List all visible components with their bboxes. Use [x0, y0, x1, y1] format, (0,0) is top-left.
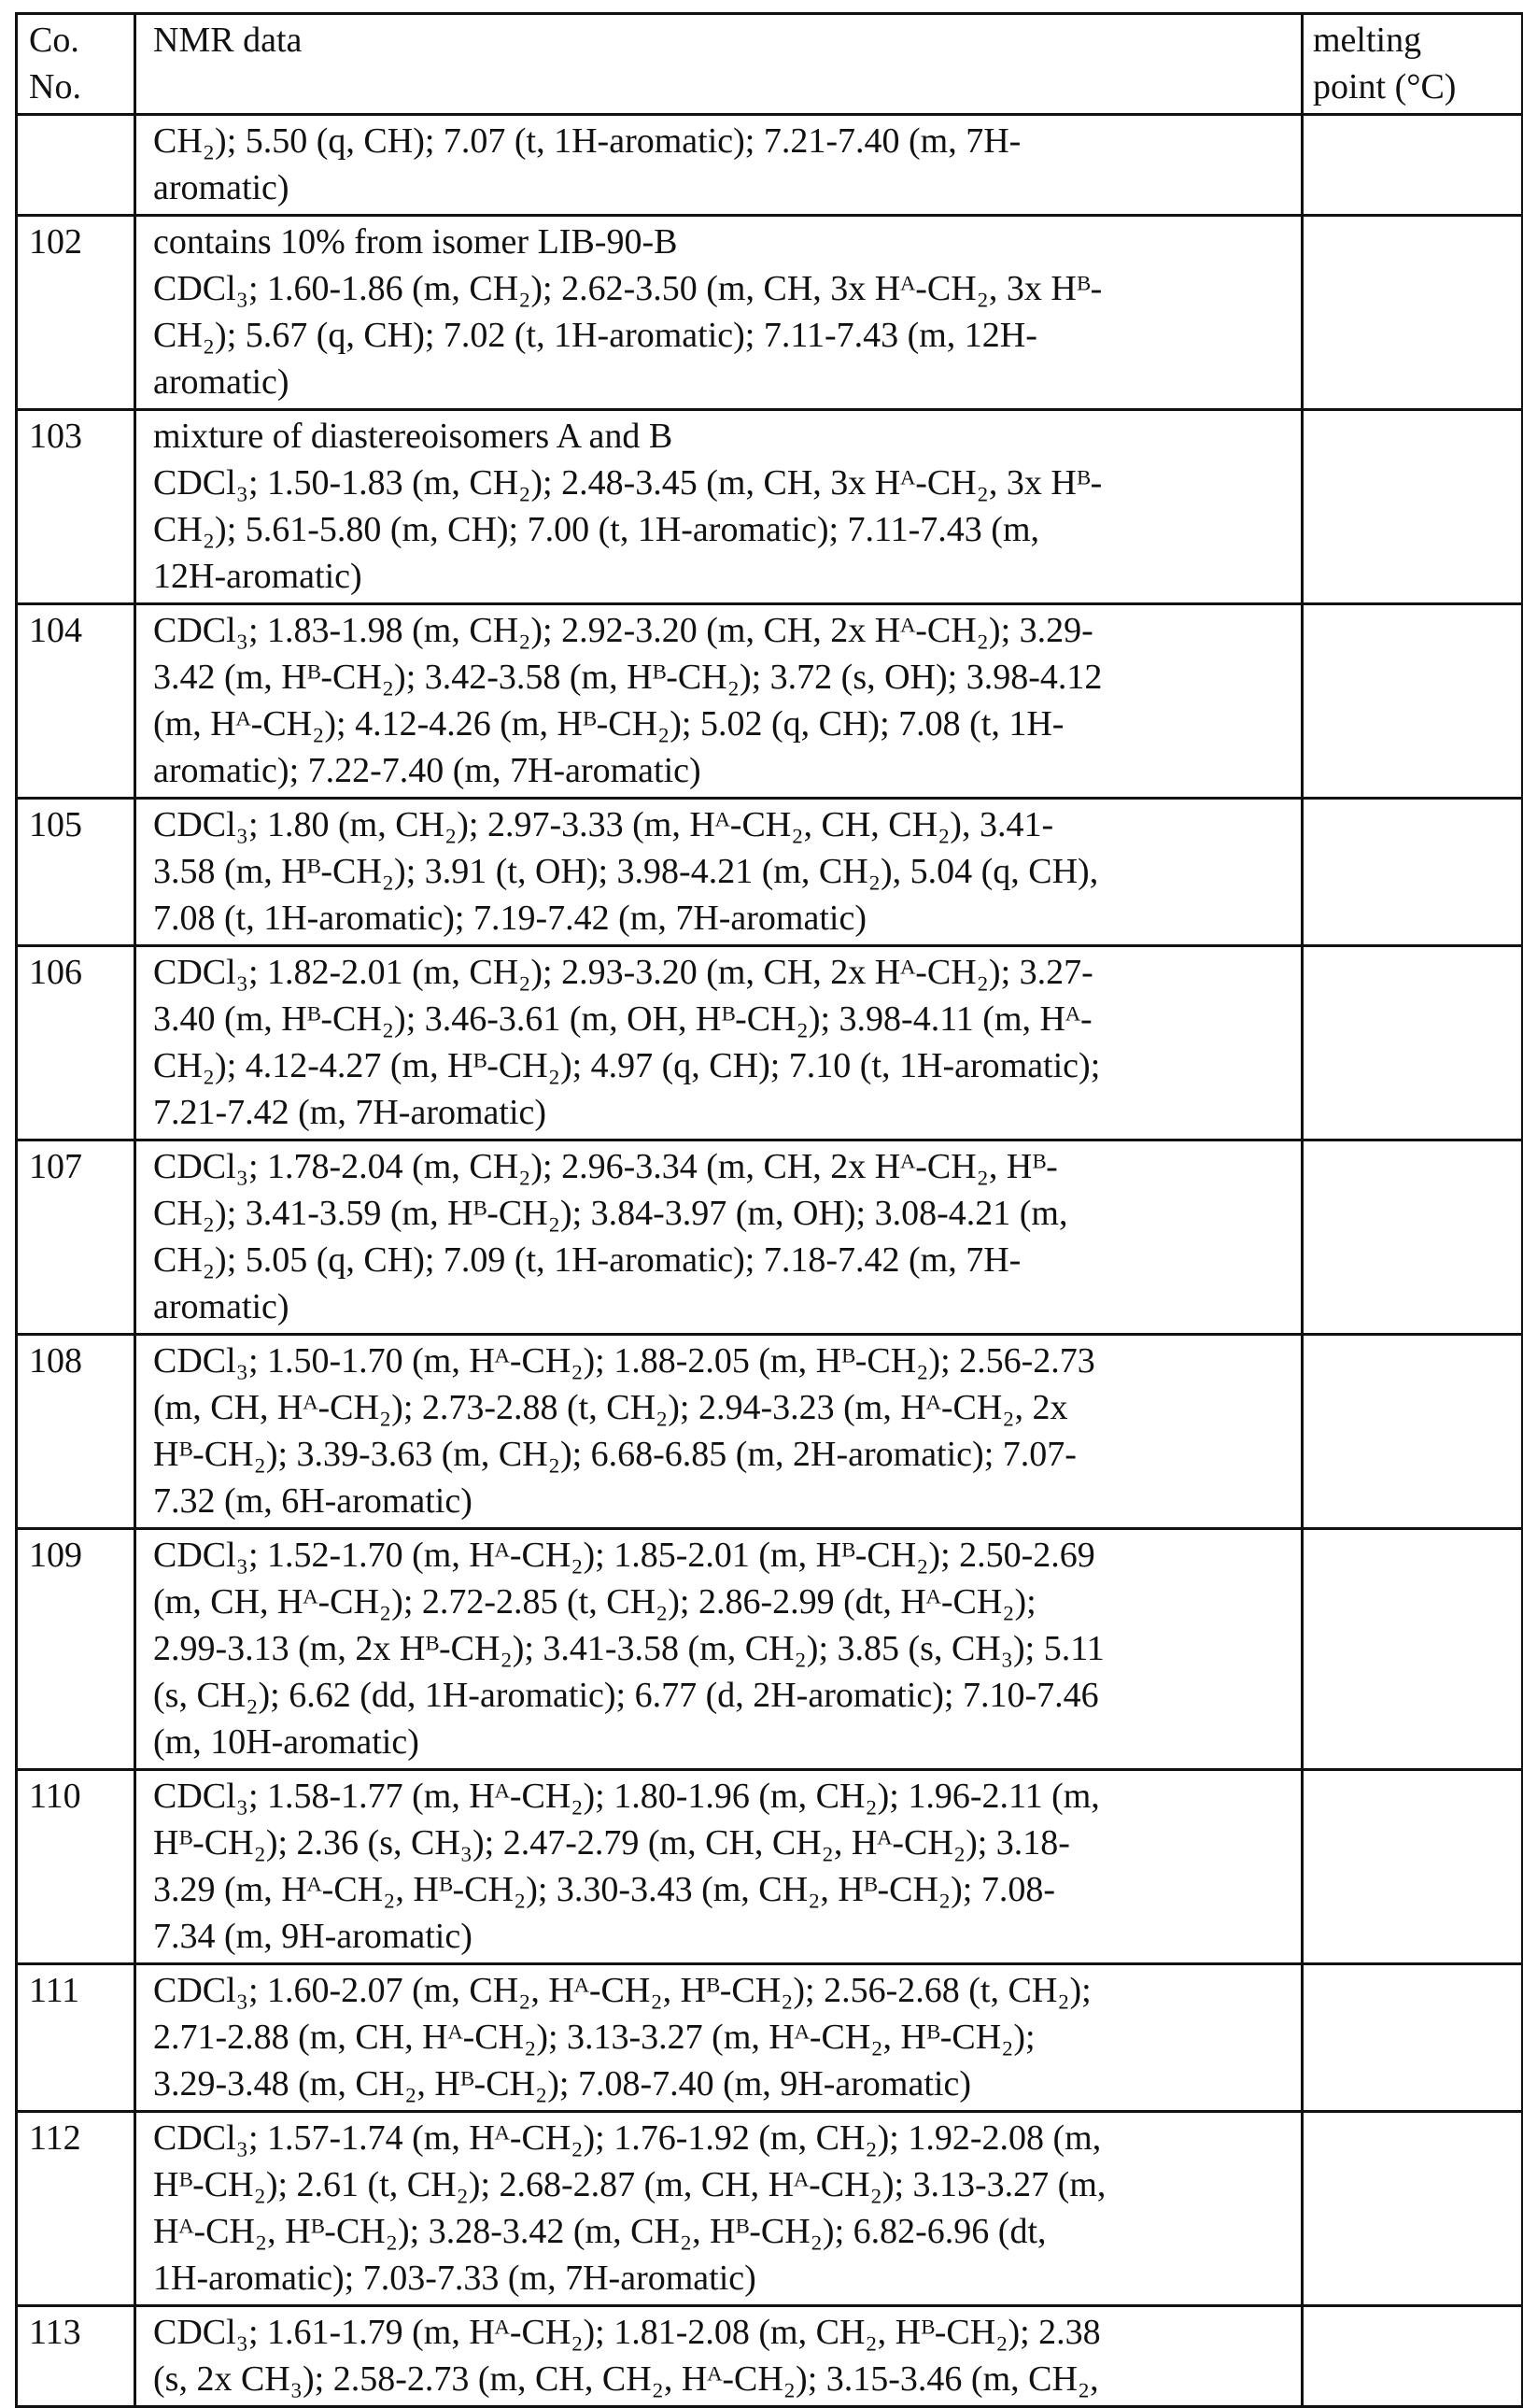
melting-point-cell — [1304, 1141, 1521, 1333]
compound-no-cell — [18, 2113, 136, 2304]
compound-no-cell — [18, 1530, 136, 1768]
nmr-data-cell-line: CDCl₃; 1.83-1.98 (m, CH₂); 2.92-3.20 (m, CH, 2x Hᴬ-CH₂); 3.29- — [153, 607, 1301, 654]
nmr-data-cell-line: aromatic) — [153, 359, 1301, 405]
table-row — [18, 2307, 1521, 2408]
nmr-data-cell-line: CDCl₃; 1.60-2.07 (m, CH₂, Hᴬ-CH₂, Hᴮ-CH₂); 2.56-2.68 (t, CH₂); — [153, 1967, 1301, 2014]
nmr-data-cell-line: 3.29-3.48 (m, CH₂, Hᴮ-CH₂); 7.08-7.40 (m, 9H-aromatic) — [153, 2061, 1301, 2107]
melting-point-cell — [1304, 1771, 1521, 1962]
table-row — [18, 605, 1521, 800]
nmr-data-cell-line: 3.29 (m, Hᴬ-CH₂, Hᴮ-CH₂); 3.30-3.43 (m, CH₂, Hᴮ-CH₂); 7.08- — [153, 1866, 1301, 1913]
melting-point-cell — [1304, 217, 1521, 408]
nmr-data-cell-line: Hᴬ-CH₂, Hᴮ-CH₂); 3.28-3.42 (m, CH₂, Hᴮ-CH₂); 6.82-6.96 (dt, — [153, 2208, 1301, 2255]
nmr-data-cell-line: aromatic); 7.22-7.40 (m, 7H-aromatic) — [153, 747, 1301, 794]
nmr-data-cell — [136, 217, 1304, 408]
nmr-data-cell — [136, 1965, 1304, 2110]
nmr-data-cell-line: CH₂); 5.05 (q, CH); 7.09 (t, 1H-aromatic); 7.18-7.42 (m, 7H- — [153, 1237, 1301, 1283]
melting-point-cell — [1304, 1336, 1521, 1527]
nmr-data-cell-line: CDCl₃; 1.61-1.79 (m, Hᴬ-CH₂); 1.81-2.08 (m, CH₂, Hᴮ-CH₂); 2.38 — [153, 2309, 1301, 2356]
nmr-data-cell-line: Hᴮ-CH₂); 3.39-3.63 (m, CH₂); 6.68-6.85 (m, 2H-aromatic); 7.07- — [153, 1431, 1301, 1478]
nmr-data-cell-line: CDCl₃; 1.60-1.86 (m, CH₂); 2.62-3.50 (m, CH, 3x Hᴬ-CH₂, 3x Hᴮ- — [153, 265, 1301, 312]
melting-point-cell — [1304, 2307, 1521, 2405]
melting-point-cell — [1304, 947, 1521, 1139]
nmr-data-cell — [136, 605, 1304, 797]
nmr-data-cell-line: CDCl₃; 1.58-1.77 (m, Hᴬ-CH₂); 1.80-1.96 (m, CH₂); 1.96-2.11 (m, — [153, 1773, 1301, 1820]
nmr-data-cell-line: CDCl₃; 1.57-1.74 (m, Hᴬ-CH₂); 1.76-1.92 (m, CH₂); 1.92-2.08 (m, — [153, 2115, 1301, 2161]
nmr-data-cell-line: Hᴮ-CH₂); 2.36 (s, CH₃); 2.47-2.79 (m, CH, CH₂, Hᴬ-CH₂); 3.18- — [153, 1820, 1301, 1866]
nmr-data-cell-line: 3.40 (m, Hᴮ-CH₂); 3.46-3.61 (m, OH, Hᴮ-CH₂); 3.98-4.11 (m, Hᴬ- — [153, 996, 1301, 1042]
compound-no-cell-line: 113 — [29, 2309, 134, 2356]
header-nmr-data — [136, 15, 1304, 113]
nmr-data-cell-line: 7.21-7.42 (m, 7H-aromatic) — [153, 1089, 1301, 1136]
compound-no-cell — [18, 2307, 136, 2405]
nmr-data-cell-line: CDCl₃; 1.82-2.01 (m, CH₂); 2.93-3.20 (m, CH, 2x Hᴬ-CH₂); 3.27- — [153, 949, 1301, 996]
table-row — [18, 800, 1521, 947]
nmr-data-cell-line: contains 10% from isomer LIB-90-B — [153, 219, 1301, 265]
header-melting-point-line: point (°C) — [1313, 64, 1521, 110]
nmr-data-cell-line: aromatic) — [153, 1283, 1301, 1330]
nmr-data-cell-line: (s, 2x CH₃); 2.58-2.73 (m, CH, CH₂, Hᴬ-CH₂); 3.15-3.46 (m, CH₂, — [153, 2356, 1301, 2402]
melting-point-cell — [1304, 605, 1521, 797]
compound-no-cell — [18, 1141, 136, 1333]
nmr-data-cell-line: (m, 10H-aromatic) — [153, 1719, 1301, 1765]
compound-no-cell — [18, 1771, 136, 1962]
nmr-data-table — [15, 12, 1523, 2408]
compound-no-cell — [18, 605, 136, 797]
nmr-data-cell-line: 7.32 (m, 6H-aromatic) — [153, 1478, 1301, 1524]
table-row — [18, 411, 1521, 605]
compound-no-cell — [18, 800, 136, 944]
nmr-data-cell — [136, 1336, 1304, 1527]
nmr-data-cell-line: 2.71-2.88 (m, CH, Hᴬ-CH₂); 3.13-3.27 (m, Hᴬ-CH₂, Hᴮ-CH₂); — [153, 2014, 1301, 2061]
nmr-data-cell-line: CH₂); 4.12-4.27 (m, Hᴮ-CH₂); 4.97 (q, CH); 7.10 (t, 1H-aromatic); — [153, 1042, 1301, 1089]
compound-no-cell-line: 108 — [29, 1338, 134, 1384]
compound-no-cell-line: 102 — [29, 219, 134, 265]
compound-no-cell — [18, 947, 136, 1139]
melting-point-cell — [1304, 2113, 1521, 2304]
nmr-data-cell-line: 1H-aromatic); 7.03-7.33 (m, 7H-aromatic) — [153, 2255, 1301, 2302]
table-row — [18, 1530, 1521, 1771]
header-compound-no — [18, 15, 136, 113]
nmr-data-cell — [136, 411, 1304, 602]
nmr-data-cell-line: (m, Hᴬ-CH₂); 4.12-4.26 (m, Hᴮ-CH₂); 5.02 (q, CH); 7.08 (t, 1H- — [153, 701, 1301, 747]
nmr-data-cell — [136, 116, 1304, 214]
compound-no-cell — [18, 116, 136, 214]
nmr-data-cell — [136, 1771, 1304, 1962]
nmr-data-cell-line: (m, CH, Hᴬ-CH₂); 2.72-2.85 (t, CH₂); 2.86-2.99 (dt, Hᴬ-CH₂); — [153, 1579, 1301, 1625]
melting-point-cell — [1304, 411, 1521, 602]
nmr-data-cell-line: CDCl₃; 1.52-1.70 (m, Hᴬ-CH₂); 1.85-2.01 (m, Hᴮ-CH₂); 2.50-2.69 — [153, 1532, 1301, 1579]
compound-no-cell-line: 112 — [29, 2115, 134, 2161]
header-melting-point — [1304, 15, 1521, 113]
nmr-data-cell-line: CH₂); 5.61-5.80 (m, CH); 7.00 (t, 1H-aromatic); 7.11-7.43 (m, — [153, 506, 1301, 553]
nmr-data-cell-line: 2.99-3.13 (m, 2x Hᴮ-CH₂); 3.41-3.58 (m, CH₂); 3.85 (s, CH₃); 5.11 — [153, 1625, 1301, 1672]
table-header-row — [18, 15, 1521, 116]
nmr-data-cell-line: CDCl₃; 1.78-2.04 (m, CH₂); 2.96-3.34 (m, CH, 2x Hᴬ-CH₂, Hᴮ- — [153, 1143, 1301, 1190]
nmr-data-cell-line: (m, CH, Hᴬ-CH₂); 2.73-2.88 (t, CH₂); 2.94-3.23 (m, Hᴬ-CH₂, 2x — [153, 1384, 1301, 1431]
compound-no-cell — [18, 217, 136, 408]
compound-no-cell-line: 110 — [29, 1773, 134, 1820]
nmr-data-cell-line: CH₂); 5.50 (q, CH); 7.07 (t, 1H-aromatic); 7.21-7.40 (m, 7H- — [153, 118, 1301, 164]
nmr-data-cell-line: 12H-aromatic) — [153, 553, 1301, 600]
table-row — [18, 116, 1521, 217]
compound-no-cell-line: 103 — [29, 413, 134, 460]
table-row — [18, 947, 1521, 1141]
table-row — [18, 217, 1521, 411]
melting-point-cell — [1304, 1530, 1521, 1768]
nmr-data-cell — [136, 947, 1304, 1139]
nmr-data-cell-line: mixture of diastereoisomers A and B — [153, 413, 1301, 460]
melting-point-cell — [1304, 1965, 1521, 2110]
header-compound-no-line: No. — [29, 64, 134, 110]
nmr-data-cell-line: 3.42 (m, Hᴮ-CH₂); 3.42-3.58 (m, Hᴮ-CH₂); 3.72 (s, OH); 3.98-4.12 — [153, 654, 1301, 701]
nmr-data-cell-line: CH₂); 3.41-3.59 (m, Hᴮ-CH₂); 3.84-3.97 (m, OH); 3.08-4.21 (m, — [153, 1190, 1301, 1237]
nmr-data-cell-line: aromatic) — [153, 164, 1301, 211]
nmr-data-cell-line: 3.58 (m, Hᴮ-CH₂); 3.91 (t, OH); 3.98-4.21 (m, CH₂), 5.04 (q, CH), — [153, 848, 1301, 895]
compound-no-cell-line: 109 — [29, 1532, 134, 1579]
compound-no-cell-line: 104 — [29, 607, 134, 654]
table-row — [18, 1336, 1521, 1530]
nmr-data-cell-line: 7.08 (t, 1H-aromatic); 7.19-7.42 (m, 7H-aromatic) — [153, 895, 1301, 942]
compound-no-cell — [18, 1336, 136, 1527]
nmr-data-cell — [136, 1530, 1304, 1768]
header-nmr-data-line: NMR data — [153, 17, 1301, 64]
nmr-data-cell — [136, 2113, 1304, 2304]
compound-no-cell-line: 107 — [29, 1143, 134, 1190]
nmr-data-cell — [136, 2307, 1304, 2405]
compound-no-cell-line: 111 — [29, 1967, 134, 2014]
melting-point-cell — [1304, 116, 1521, 214]
table-row — [18, 1965, 1521, 2113]
compound-no-cell-line: 105 — [29, 801, 134, 848]
table-row — [18, 1141, 1521, 1336]
nmr-data-cell-line: 7.34 (m, 9H-aromatic) — [153, 1913, 1301, 1960]
melting-point-cell — [1304, 800, 1521, 944]
table-row — [18, 1771, 1521, 1965]
nmr-data-cell-line: CH₂); 5.67 (q, CH); 7.02 (t, 1H-aromatic); 7.11-7.43 (m, 12H- — [153, 312, 1301, 359]
nmr-data-cell-line: CDCl₃; 1.50-1.70 (m, Hᴬ-CH₂); 1.88-2.05 (m, Hᴮ-CH₂); 2.56-2.73 — [153, 1338, 1301, 1384]
nmr-data-cell-line: Hᴮ-CH₂); 2.61 (t, CH₂); 2.68-2.87 (m, CH, Hᴬ-CH₂); 3.13-3.27 (m, — [153, 2161, 1301, 2208]
table-row — [18, 2113, 1521, 2307]
header-melting-point-line: melting — [1313, 17, 1521, 64]
compound-no-cell-line: 106 — [29, 949, 134, 996]
nmr-data-cell — [136, 1141, 1304, 1333]
nmr-data-cell-line: CDCl₃; 1.80 (m, CH₂); 2.97-3.33 (m, Hᴬ-CH₂, CH, CH₂), 3.41- — [153, 801, 1301, 848]
header-compound-no-line: Co. — [29, 17, 134, 64]
compound-no-cell — [18, 1965, 136, 2110]
compound-no-cell — [18, 411, 136, 602]
nmr-data-cell-line: (s, CH₂); 6.62 (dd, 1H-aromatic); 6.77 (d, 2H-aromatic); 7.10-7.46 — [153, 1672, 1301, 1719]
nmr-data-cell-line: CDCl₃; 1.50-1.83 (m, CH₂); 2.48-3.45 (m, CH, 3x Hᴬ-CH₂, 3x Hᴮ- — [153, 460, 1301, 506]
nmr-data-cell — [136, 800, 1304, 944]
